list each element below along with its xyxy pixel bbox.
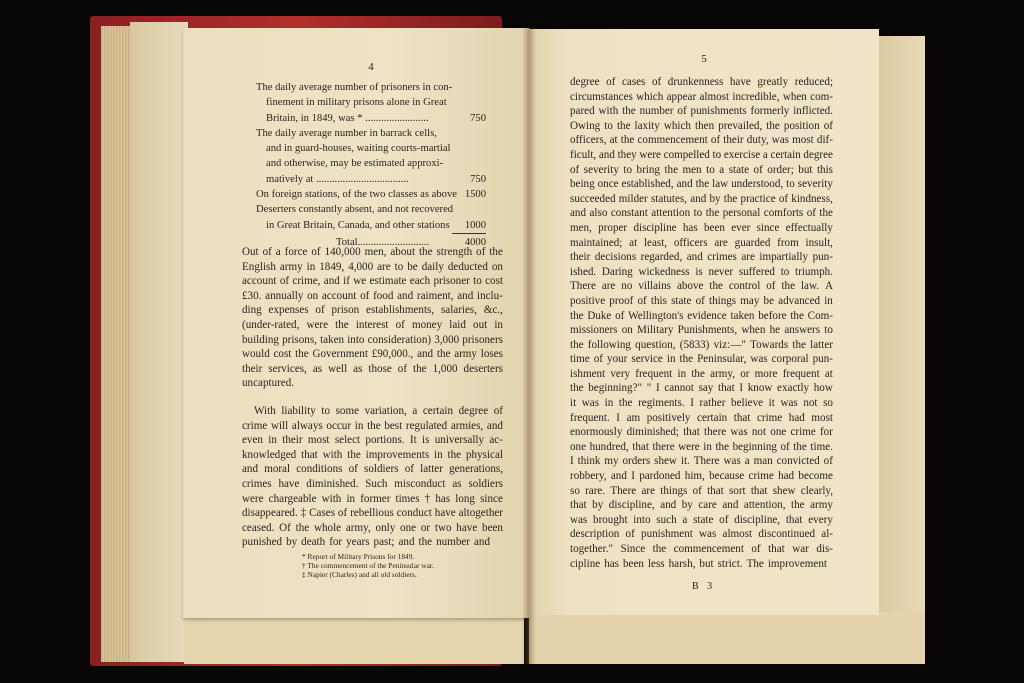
table-row-description: The daily average number in barrack cells, [256,127,437,139]
table-row-value: 1500 [464,189,486,201]
text-line: crime will always occur in the best regulated armies, and [242,419,503,432]
table-row-value: 750 [470,112,486,124]
text-line: knowledged that with the improvements in the physical [242,448,503,461]
text-line: With liability to some variation, a certain degree of [254,405,503,417]
text-line: frequent. I am positively certain that crime had most [570,411,833,424]
text-line: ceased. Of the whole army, only one or two have been [242,521,503,534]
left-paragraph-2 [242,404,503,550]
table-row [256,141,486,156]
total-value: 4000 [464,236,486,248]
text-line: their services, as well as those of the 1,000 deserters [242,362,503,375]
text-line: it was in the regiments. I rather believe it was not so [570,397,833,410]
text-line: so rare. There are things of that sort that shew clearly, [570,484,833,497]
footnote: ‡ Napier (Charles) and all old soldiers. [302,570,417,580]
table-row-value [458,156,486,171]
table-row-description: Deserters constantly absent, and not recovered [256,204,454,216]
table-row [256,172,486,187]
book-gutter [522,28,536,664]
text-line: the Duke of Wellington's evidence taken before the Com- [570,309,833,322]
page-edges [101,26,131,662]
right-page-text [570,75,833,571]
table-row [256,187,486,202]
table-row [256,95,486,110]
table-row-description: and in guard-houses, waiting courts-martial [266,143,451,155]
text-line: their decisions regarded, and crimes are impartially pun- [570,251,833,264]
text-line: uncaptured. [242,377,295,390]
table-row [256,218,486,233]
text-line: building prisons, taken into consideration) 3,000 prisoners [242,333,503,346]
text-line: (under-rated, were the interest of money laid out in [242,318,503,331]
table-row-value [458,126,486,141]
text-line: being once established, and the law understood, to severity [570,178,833,191]
text-line: I think my orders shew it. There was a man convicted of [570,455,833,468]
table-row [256,156,486,171]
footnotes [302,552,434,580]
table-row-description: On foreign stations, of the two classes as above [256,189,457,201]
text-line: account of crime, and if we estimate each prisoner to cost [242,275,503,288]
text-line: There are no villains above the control of the law. A [570,280,833,293]
table-row-description: in Great Britain, Canada, and other stations [266,219,450,231]
text-line: robbery, and I pardoned him, because crime had become [570,470,833,483]
text-line: crimes have diminished. Such misconduct as soldiers [242,477,503,490]
underlying-pages-bottom [529,612,925,664]
text-line: one hundred, that there were in the beginning of the time. [570,440,833,453]
text-line: together." Since the commencement of that war dis- [570,543,833,555]
text-line: and moral conditions of soldiers of latter generations, [242,463,503,476]
underlying-pages-right [879,36,925,664]
text-line: time of your service in the Peninsular, was corporal pun- [570,353,833,366]
table-row-description: Britain, in 1849, was * ........................ [266,112,429,124]
text-line: maintained; at least, officers are guarded from insult, [570,236,833,249]
text-line: succeeded milder statutes, and by the practice of kindness, [570,192,833,205]
text-line: the beginning?" " I cannot say that I know exactly how [570,382,833,395]
text-line: ished. Daring wickedness is never suffered to triumph. [570,265,833,278]
left-page-number: 4 [368,61,374,73]
text-line: punished by death for years past; and the number and [242,536,491,549]
text-line: circumstances which appear almost incredible, when com- [570,90,833,103]
text-line: officers, at the commencement of their duty, was most dif- [570,134,833,147]
text-line: and also constant attention to the personal comforts of the [570,207,833,220]
footnote: * Report of Military Prisons for 1849. [302,552,415,561]
footnote: † The commencement of the Peninsular war. [302,561,434,571]
table-row-value [458,95,486,110]
table-row [256,111,486,126]
text-line: Owing to the laxity which then prevailed, the position of [570,119,833,132]
signature-mark: B 3 [692,581,716,592]
text-line: was brought into such a state of discipline, that every [570,513,833,526]
right-page-number: 5 [701,53,707,65]
text-line: English army in 1849, 4,000 are to be daily deducted on [242,260,503,273]
table-row [256,202,486,217]
table-row-value: 1000 [464,219,486,231]
inner-board [130,22,188,662]
text-line: would cost the Government £90,000., and the army loses [242,348,503,361]
text-line: enormously diminished; that there was not one crime for [570,426,833,439]
table-row [256,80,486,95]
text-line: Out of a force of 140,000 men, about the strength of the [242,246,503,258]
text-line: ishment very frequent in the army, or more frequent at [570,367,833,380]
total-label: Total........................... [336,236,430,248]
table-row-value [458,202,486,217]
text-line: degree of cases of drunkenness have greatly reduced; [570,76,833,88]
left-paragraph-1 [242,245,503,391]
text-line: £30. annually on account of food and raiment, and inclu- [242,289,503,302]
table-row-value: 750 [470,173,486,185]
table-row-description: The daily average number of prisoners in con- [256,82,453,93]
table-row-description: and otherwise, may be estimated approxi- [266,158,444,170]
text-line: description of punishment was almost discontinued al- [570,528,833,541]
table-row-description: matively at ................................... [266,173,409,185]
text-line: missioners on Military Punishments, when he answers to [570,324,833,337]
table-row-value [458,80,486,95]
text-line: of severity to bring the men to a state of order; but this [570,163,833,176]
table-row-value [458,141,486,156]
text-line: disappeared. ‡ Cases of rebellious conduct have altogether [242,507,503,520]
underlying-pages-left [184,612,524,664]
text-line: pared with the number of punishments formerly inflicted. [570,105,833,118]
prisoner-table [256,80,486,250]
table-row [256,126,486,141]
text-line: that by discipline, and by care and attention, the army [570,499,833,512]
text-line: ficult, and they were compelled to exercise a certain degree [570,148,833,161]
text-line: men, proper discipline has been ever since effectually [570,221,833,234]
text-line: ding expenses of prison establishments, salaries, &c., [242,304,503,317]
text-line: were chargeable with in former times † has long since [242,492,503,505]
text-line: even in their most select portions. It is universally ac- [242,434,503,447]
text-line: cipline has been less harsh, but strict. The improvement [570,557,827,570]
table-row-description: finement in military prisons alone in Great [266,97,447,109]
text-line: the following question, (5833) viz:—" Towards the latter [570,338,833,351]
text-line: positive proof of this state of things may be advanced in [570,294,833,307]
